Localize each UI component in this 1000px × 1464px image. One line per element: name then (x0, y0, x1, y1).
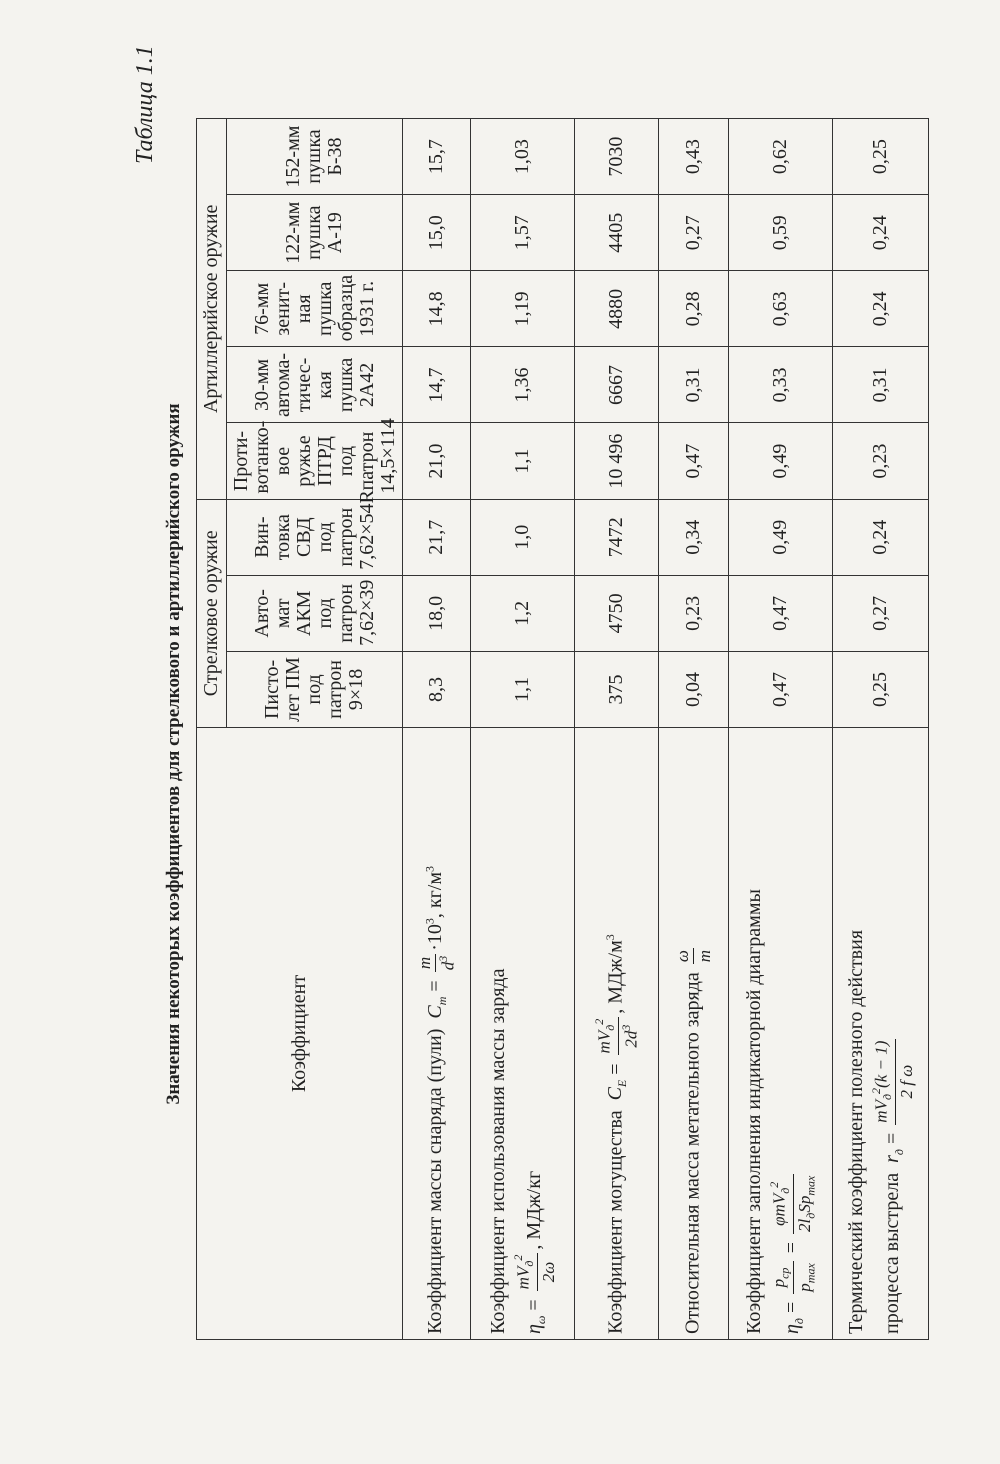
table-cell: 14,8 (403, 271, 471, 347)
header-coefficient: Коэффициент (197, 728, 403, 1340)
weapon-header: Проти-вотанко-вое ружье ПТРД под патрон 14,5×114 (227, 423, 403, 499)
table-cell: 21,0 (403, 423, 471, 499)
table-cell: 4750 (575, 575, 659, 651)
table-cell: 4880 (575, 271, 659, 347)
table-cell: 0,27 (659, 195, 729, 271)
table-cell: 0,28 (659, 271, 729, 347)
table-cell: 0,47 (729, 651, 833, 727)
weapon-header: 122-мм пушка А-19 (227, 195, 403, 271)
table-cell: 21,7 (403, 499, 471, 575)
table-cell: 4405 (575, 195, 659, 271)
table-cell: 1,0 (471, 499, 575, 575)
table-cell: 0,62 (729, 119, 833, 195)
table-cell: 7030 (575, 119, 659, 195)
row-name: Коэффициент заполнения индикаторной диаграммы $\eta_д$ = $p_{ср}$ $p_{max}$ = φmV$_д^2$ $2l_дSp_{max}$ (729, 728, 833, 1340)
table-cell: 0,49 (729, 499, 833, 575)
table-cell: 1,19 (471, 271, 575, 347)
table-cell: 0,34 (659, 499, 729, 575)
table-cell: 10 496 (575, 423, 659, 499)
header-artillery: Артиллерийское оружие (197, 119, 227, 500)
table-cell: 1,1 (471, 651, 575, 727)
table-cell: 0,31 (659, 347, 729, 423)
table-cell: 0,27 (833, 575, 929, 651)
weapon-header: Писто-лет ПМ под патрон 9×18 (227, 651, 403, 727)
header-small-arms: Стрелковое оружие (197, 499, 227, 727)
table-cell: 0,24 (833, 271, 929, 347)
table-cell: 8,3 (403, 651, 471, 727)
table-cell: 0,25 (833, 119, 929, 195)
row-name: Коэффициент могущества $C_E$ = $mV_д^2$ $2d^3$ , МДж/$м^3$ (575, 728, 659, 1340)
table-cell: 0,31 (833, 347, 929, 423)
table-cell: 0,63 (729, 271, 833, 347)
table-cell: 18,0 (403, 575, 471, 651)
row-name: Коэффициент массы снаряда (пули) $C_m$ = m $d^3$ $\cdot 10^3$, $кг/м^3$ (403, 728, 471, 1340)
table-row (575, 119, 659, 1340)
table-cell: 0,23 (833, 423, 929, 499)
table-cell: 0,47 (659, 423, 729, 499)
weapon-header: 30-мм автома-тичес-кая пушка 2А42 (227, 347, 403, 423)
table-row (471, 119, 575, 1340)
table-cell: 15,7 (403, 119, 471, 195)
table-label: Таблица 1.1 (132, 45, 158, 164)
table-cell: 15,0 (403, 195, 471, 271)
table-cell: 0,49 (729, 423, 833, 499)
table-cell: 0,23 (659, 575, 729, 651)
table-cell: 1,57 (471, 195, 575, 271)
row-name: Коэффициент использования массы заряда $\eta_\omega$ = $mV_д^2$ 2ω , МДж/кг (471, 728, 575, 1340)
table-cell: 0,24 (833, 195, 929, 271)
row-name: Термический коэффициент полезного действия процесса выстрела $r_д$ = $mV_д^2(k - 1)$ 2 f ω (833, 728, 929, 1340)
weapon-header: 76-мм зенит-ная пушка образца 1931 г. (227, 271, 403, 347)
table-cell: 0,24 (833, 499, 929, 575)
table-cell: 7472 (575, 499, 659, 575)
table-cell: 0,59 (729, 195, 833, 271)
table-cell: 1,03 (471, 119, 575, 195)
table-cell: 14,7 (403, 347, 471, 423)
table-row (403, 119, 471, 1340)
table-cell: 375 (575, 651, 659, 727)
weapon-header: Вин-товка СВД под патрон 7,62×54R (227, 499, 403, 575)
table-cell: 0,47 (729, 575, 833, 651)
table-cell: 0,25 (833, 651, 929, 727)
table-cell: 1,36 (471, 347, 575, 423)
table-row (833, 119, 929, 1340)
table-row (729, 119, 833, 1340)
table-cell: 0,33 (729, 347, 833, 423)
table-row (659, 119, 729, 1340)
weapon-header: 152-мм пушка Б-38 (227, 119, 403, 195)
table-cell: 1,2 (471, 575, 575, 651)
row-name: Относительная масса метательного заряда ω m (659, 728, 729, 1340)
table-title: Значения некоторых коэффициентов для стрелкового и артиллерийского оружия (163, 403, 184, 1105)
weapon-header: Авто-мат АКМ под патрон 7,62×39 (227, 575, 403, 651)
coefficients-table (196, 118, 929, 1340)
table-cell: 6667 (575, 347, 659, 423)
table-cell: 1,1 (471, 423, 575, 499)
table-cell: 0,43 (659, 119, 729, 195)
table-cell: 0,04 (659, 651, 729, 727)
